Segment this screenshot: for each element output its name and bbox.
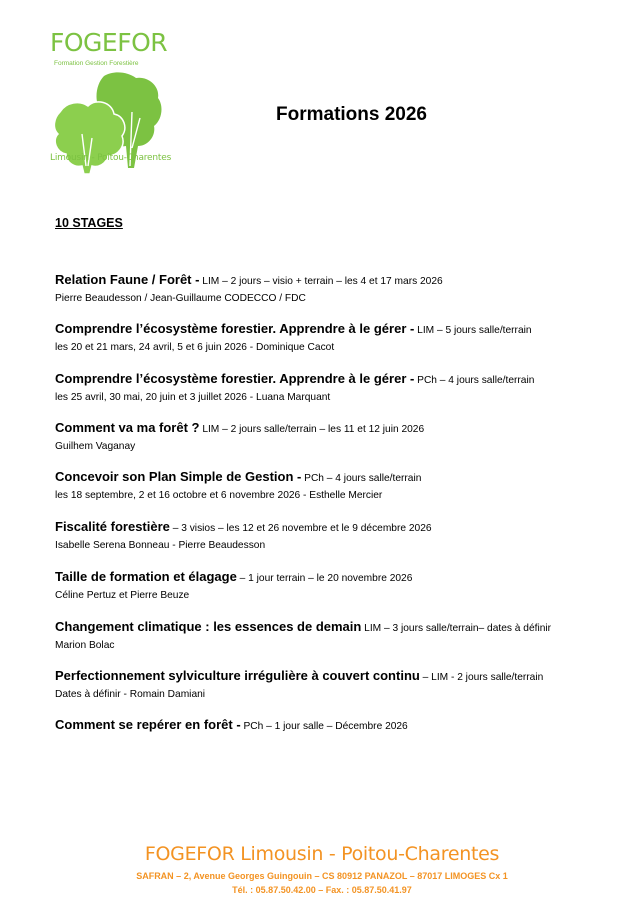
course-details: PCh – 4 jours salle/terrain bbox=[301, 473, 422, 484]
logo-tagline: Formation Gestion Forestière bbox=[54, 60, 139, 67]
course-title: Taille de formation et élagage bbox=[55, 569, 237, 584]
course-details: PCh – 4 jours salle/terrain bbox=[414, 375, 535, 386]
course-item bbox=[55, 272, 615, 306]
course-item bbox=[55, 321, 615, 355]
footer-organization: FOGEFOR Limousin - Poitou-Charentes bbox=[144, 843, 500, 865]
course-details: LIM – 3 jours salle/terrain– dates à définir bbox=[361, 623, 552, 634]
course-title: Comment se repérer en forêt - bbox=[55, 717, 241, 732]
page-title: Formations 2026 bbox=[276, 104, 427, 125]
course-item bbox=[55, 469, 615, 503]
course-trainers: Guilhem Vaganay bbox=[55, 441, 136, 452]
course-details: – LIM - 2 jours salle/terrain bbox=[419, 672, 544, 683]
course-details: LIM – 5 jours salle/terrain bbox=[414, 325, 532, 336]
fogefor-logo bbox=[50, 28, 172, 170]
course-item bbox=[55, 420, 615, 454]
footer-phone: Tél. : 05.87.50.42.00 – Fax. : 05.87.50.41.97 bbox=[232, 885, 412, 895]
course-trainers: Pierre Beaudesson / Jean-Guillaume CODECCO / FDC bbox=[55, 293, 306, 304]
stage-count-heading: 10 STAGES bbox=[55, 216, 123, 230]
course-title: Comment va ma forêt ? bbox=[55, 420, 200, 435]
course-title: Changement climatique : les essences de demain bbox=[55, 619, 362, 634]
course-trainers: Marion Bolac bbox=[55, 640, 115, 651]
course-title: Concevoir son Plan Simple de Gestion - bbox=[55, 469, 302, 484]
course-details: LIM – 2 jours – visio + terrain – les 4 et 17 mars 2026 bbox=[199, 276, 443, 287]
course-trainers: Dates à définir - Romain Damiani bbox=[55, 689, 206, 700]
course-details: PCh – 1 jour salle – Décembre 2026 bbox=[240, 721, 408, 732]
course-item bbox=[55, 519, 615, 553]
course-title: Relation Faune / Forêt - bbox=[55, 272, 200, 287]
course-item bbox=[55, 668, 615, 702]
logo-name: FOGEFOR bbox=[50, 28, 168, 57]
course-title: Comprendre l’écosystème forestier. Apprendre à le gérer - bbox=[55, 371, 415, 386]
course-title: Fiscalité forestière bbox=[55, 519, 170, 534]
course-trainers: les 25 avril, 30 mai, 20 juin et 3 juillet 2026 - Luana Marquant bbox=[55, 392, 331, 403]
course-details: LIM – 2 jours salle/terrain – les 11 et 12 juin 2026 bbox=[199, 424, 425, 435]
course-details: – 1 jour terrain – le 20 novembre 2026 bbox=[236, 573, 413, 584]
course-title: Comprendre l’écosystème forestier. Apprendre à le gérer - bbox=[55, 321, 415, 336]
course-item bbox=[55, 619, 615, 653]
course-trainers: les 18 septembre, 2 et 16 octobre et 6 novembre 2026 - Esthelle Mercier bbox=[55, 490, 383, 501]
course-trainers: les 20 et 21 mars, 24 avril, 5 et 6 juin 2026 - Dominique Cacot bbox=[55, 342, 335, 353]
course-title: Perfectionnement sylviculture irrégulière à couvert continu bbox=[55, 668, 420, 683]
course-trainers: Céline Pertuz et Pierre Beuze bbox=[55, 590, 190, 601]
logo-region: Limousin - Poitou-Charentes bbox=[50, 153, 172, 163]
footer-address: SAFRAN – 2, Avenue Georges Guingouin – CS 80912 PANAZOL – 87017 LIMOGES Cx 1 bbox=[136, 871, 508, 881]
course-item bbox=[55, 717, 615, 735]
course-details: – 3 visios – les 12 et 26 novembre et le 9 décembre 2026 bbox=[169, 523, 432, 534]
course-trainers: Isabelle Serena Bonneau - Pierre Beaudesson bbox=[55, 540, 266, 551]
course-item bbox=[55, 569, 615, 603]
course-item bbox=[55, 371, 615, 405]
